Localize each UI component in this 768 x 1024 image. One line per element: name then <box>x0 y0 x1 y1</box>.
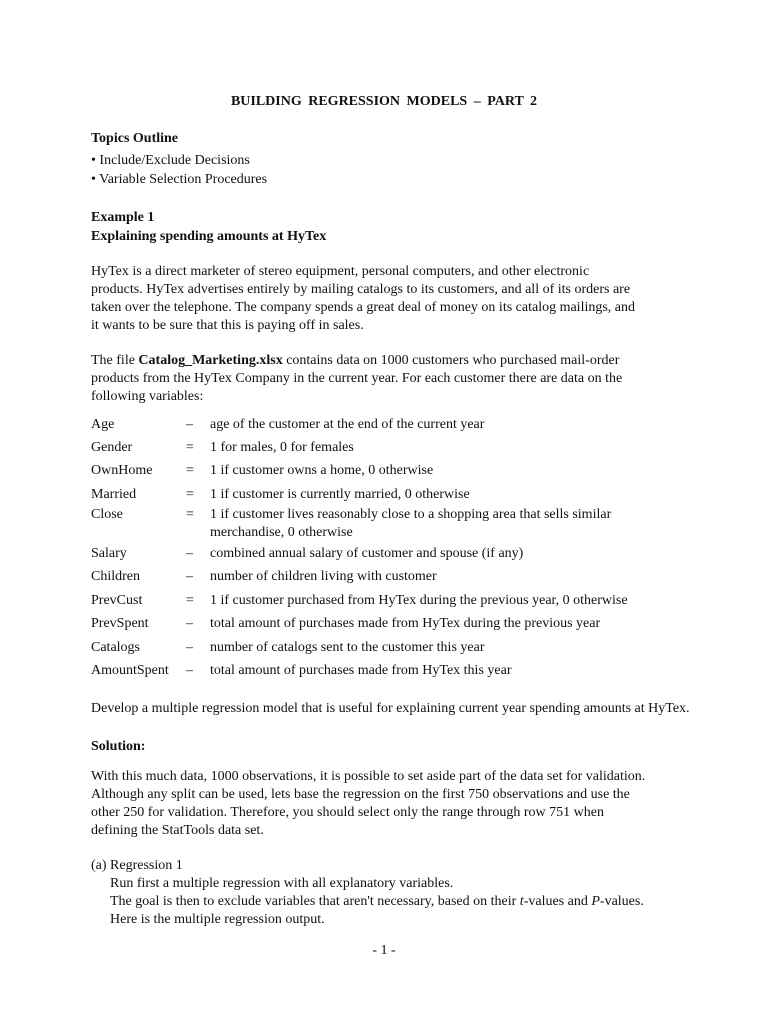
variable-row <box>91 592 711 611</box>
variable-row <box>91 639 711 658</box>
topics-list <box>91 152 267 190</box>
variable-symbol: = <box>186 463 194 478</box>
variable-name: Catalogs <box>91 640 140 655</box>
page-number: - 1 - <box>372 943 396 958</box>
topics-item: • Include/Exclude Decisions <box>91 153 250 168</box>
variable-symbol: – <box>186 663 193 678</box>
example-label: Example 1 <box>91 210 155 225</box>
variable-description: total amount of purchases made from HyTex during the previous year <box>210 616 601 631</box>
file-line: products from the HyTex Company in the current year. For each customer there are data on the <box>91 371 623 386</box>
variable-symbol: – <box>186 569 193 584</box>
regression-text: -values and <box>523 894 592 909</box>
example-subtitle: Explaining spending amounts at HyTex <box>91 229 327 244</box>
variable-symbol: = <box>186 593 194 608</box>
variable-name: PrevCust <box>91 593 143 608</box>
regression-line <box>110 893 644 911</box>
variable-symbol: – <box>186 616 193 631</box>
solution-line: Although any split can be used, lets base the regression on the first 750 observations and use the <box>91 787 630 802</box>
variable-row <box>91 439 711 458</box>
variable-row <box>91 615 711 634</box>
file-paragraph <box>91 352 751 406</box>
variable-description-line: 1 if customer lives reasonably close to a shopping area that sells similar <box>210 507 612 522</box>
variable-name: Married <box>91 487 137 502</box>
variable-name: Children <box>91 569 140 584</box>
solution-paragraph <box>91 768 751 840</box>
variable-description: number of children living with customer <box>210 569 437 584</box>
variable-description: 1 if customer purchased from HyTex during the previous year, 0 otherwise <box>210 593 628 608</box>
variable-description: combined annual salary of customer and spouse (if any) <box>210 546 524 561</box>
solution-heading: Solution: <box>91 739 146 754</box>
variable-description: age of the customer at the end of the current year <box>210 417 485 432</box>
file-name: Catalog_Marketing.xlsx <box>138 353 283 368</box>
variable-symbol: = <box>186 487 194 502</box>
intro-line: HyTex is a direct marketer of stereo equipment, personal computers, and other electronic <box>91 264 590 279</box>
intro-line: taken over the telephone. The company spends a great deal of money on its catalog mailings, and <box>91 300 636 315</box>
file-prefix: The file <box>91 353 139 368</box>
variable-description-line: merchandise, 0 otherwise <box>210 525 353 540</box>
variable-name: Age <box>91 417 115 432</box>
variable-description: 1 for males, 0 for females <box>210 440 354 455</box>
variable-row <box>91 486 711 505</box>
variable-name: Salary <box>91 546 127 561</box>
variable-name: Close <box>91 507 123 522</box>
variable-row <box>91 416 711 435</box>
variable-description: total amount of purchases made from HyTex this year <box>210 663 512 678</box>
file-line-rest: contains data on 1000 customers who purchased mail-order <box>282 353 620 368</box>
intro-line: it wants to be sure that this is paying off in sales. <box>91 318 364 333</box>
variable-description <box>210 506 710 542</box>
regression-line: Run first a multiple regression with all explanatory variables. <box>110 876 454 891</box>
intro-paragraph <box>91 263 751 335</box>
variable-row <box>91 568 711 587</box>
task-statement: Develop a multiple regression model that is useful for explaining current year spending amounts at HyTex. <box>91 701 690 716</box>
variable-symbol: = <box>186 440 194 455</box>
variable-symbol: – <box>186 640 193 655</box>
solution-line: defining the StatTools data set. <box>91 823 264 838</box>
topics-heading: Topics Outline <box>91 131 179 146</box>
file-line: following variables: <box>91 389 204 404</box>
variable-name: AmountSpent <box>91 663 169 678</box>
variable-name: Gender <box>91 440 133 455</box>
variable-description: number of catalogs sent to the customer this year <box>210 640 485 655</box>
topics-item: • Variable Selection Procedures <box>91 172 268 187</box>
variable-symbol: – <box>186 417 193 432</box>
regression-text-italic: t <box>519 894 524 909</box>
intro-line: products. HyTex advertises entirely by mailing catalogs to its customers, and all of its orders are <box>91 282 631 297</box>
variable-symbol: = <box>186 507 194 522</box>
regression-text-italic: P <box>591 894 600 909</box>
variable-row <box>91 462 711 481</box>
file-line <box>91 352 751 370</box>
regression-text: The goal is then to exclude variables that aren't necessary, based on their <box>110 894 520 909</box>
solution-line: other 250 for validation. Therefore, you should select only the range through row 751 when <box>91 805 604 820</box>
variable-symbol: – <box>186 546 193 561</box>
regression-text: -values. <box>599 894 644 909</box>
variable-name: PrevSpent <box>91 616 149 631</box>
document-title: BUILDING REGRESSION MODELS – PART 2 <box>230 94 538 109</box>
regression-line: Here is the multiple regression output. <box>110 912 325 927</box>
variable-row <box>91 662 711 681</box>
variable-row <box>91 506 711 544</box>
variable-row <box>91 545 711 564</box>
variable-name: OwnHome <box>91 463 153 478</box>
solution-line: With this much data, 1000 observations, it is possible to set aside part of the data set for validation. <box>91 769 646 784</box>
variable-description: 1 if customer is currently married, 0 otherwise <box>210 487 470 502</box>
regression-label: (a) Regression 1 <box>91 858 183 873</box>
variable-description: 1 if customer owns a home, 0 otherwise <box>210 463 434 478</box>
